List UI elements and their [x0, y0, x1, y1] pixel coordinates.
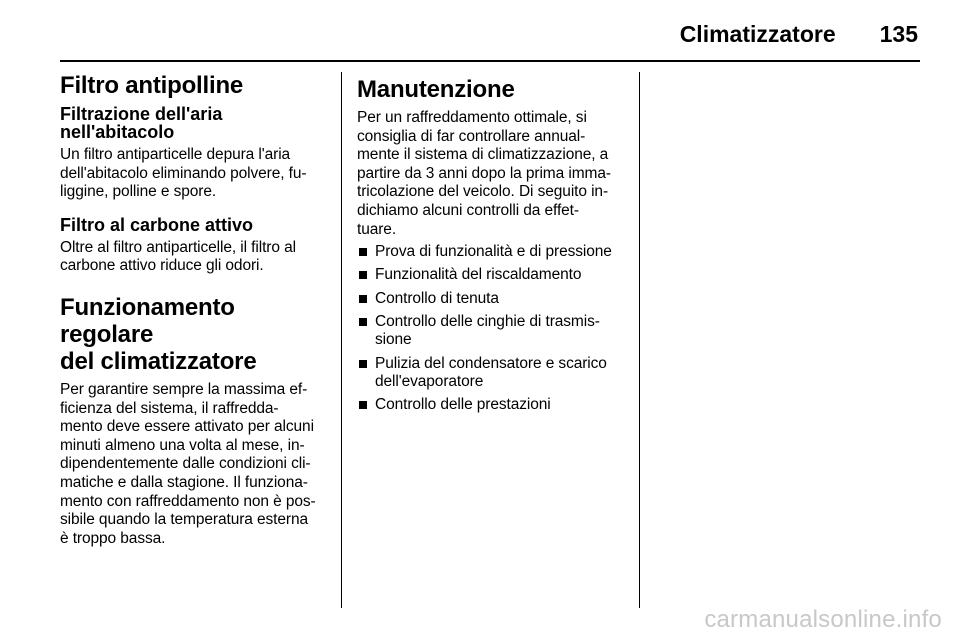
text-line: Oltre al filtro antiparticelle, il filtro al [60, 238, 296, 256]
square-bullet-icon [359, 295, 367, 303]
left-column [60, 72, 332, 548]
section-title-manutenzione: Manutenzione [357, 76, 515, 103]
section-title-line2: del climatizzatore [60, 347, 257, 375]
text-line: è troppo bassa. [60, 529, 166, 547]
text-line: mento con raffreddamento non è pos- [60, 492, 316, 510]
paragraph-manutenzione [357, 109, 629, 239]
text-line: ficienza del sistema, il raffredda- [60, 399, 279, 417]
text-line: dell'abitacolo eliminando polvere, fu- [60, 164, 307, 182]
section-title-filtro: Filtro antipolline [60, 72, 244, 99]
subheading-carbone: Filtro al carbone attivo [60, 214, 254, 235]
right-column [357, 72, 629, 419]
square-bullet-icon [359, 318, 367, 326]
paragraph-filtrazione [60, 146, 332, 202]
text-line: partire da 3 anni dopo la prima imma- [357, 164, 611, 182]
text-line: carbone attivo riduce gli odori. [60, 257, 264, 275]
subheading-filtrazione-line1: Filtrazione dell'aria [60, 104, 223, 124]
list-item-text: Prova di funzionalità e di pressione [375, 243, 612, 261]
square-bullet-icon [359, 248, 367, 256]
list-item [357, 290, 629, 309]
text-line: tuare. [357, 220, 397, 238]
list-item [357, 313, 629, 350]
text-line: sibile quando la temperatura esterna [60, 511, 309, 529]
text-line: consiglia di far controllare annual- [357, 127, 586, 145]
watermark: carmanualsonline.info [704, 606, 942, 633]
text-line: liggine, polline e spore. [60, 183, 217, 201]
list-item-text: dell'evaporatore [375, 373, 484, 391]
text-line: Per un raffreddamento ottimale, si [357, 109, 587, 126]
subheading-filtrazione [60, 105, 332, 141]
text-line: minuti almeno una volta al mese, in- [60, 436, 305, 454]
text-line: matiche e dalla stagione. Il funziona- [60, 473, 308, 491]
text-line: dipendentemente dalle condizioni cli- [60, 455, 311, 473]
text-line: tricolazione del veicolo. Di seguito in- [357, 183, 609, 201]
list-item-text: sione [375, 331, 412, 349]
header-divider [60, 60, 920, 62]
chapter-title: Climatizzatore [679, 20, 836, 47]
checks-list [357, 243, 629, 415]
page-header [680, 14, 918, 54]
text-line: Per garantire sempre la massima ef- [60, 380, 308, 398]
text-line: dichiamo alcuni controlli da effet- [357, 201, 579, 219]
list-item-text: Pulizia del condensatore e scarico [375, 354, 607, 372]
list-item [357, 243, 629, 262]
list-item-text: Controllo di tenuta [375, 289, 499, 307]
section-title-line1: Funzionamento regolare [60, 293, 235, 348]
paragraph-carbone [60, 239, 332, 276]
text-line: mente il sistema di climatizzazione, a [357, 146, 609, 164]
page-number: 135 [879, 20, 918, 47]
square-bullet-icon [359, 360, 367, 368]
column-divider-right [639, 72, 640, 608]
paragraph-funzionamento [60, 381, 332, 548]
text-line: Un filtro antiparticelle depura l'aria [60, 146, 291, 163]
section-title-funzionamento [60, 294, 332, 375]
subheading-filtrazione-line2: nell'abitacolo [60, 122, 175, 142]
column-divider-left [341, 72, 342, 608]
square-bullet-icon [359, 401, 367, 409]
list-item [357, 266, 629, 285]
list-item-text: Funzionalità del riscaldamento [375, 266, 582, 284]
text-line: mento deve essere attivato per alcuni [60, 418, 314, 436]
list-item [357, 355, 629, 392]
list-item-text: Controllo delle prestazioni [375, 396, 551, 414]
list-item [357, 396, 629, 415]
square-bullet-icon [359, 271, 367, 279]
list-item-text: Controllo delle cinghie di trasmis- [375, 312, 600, 330]
